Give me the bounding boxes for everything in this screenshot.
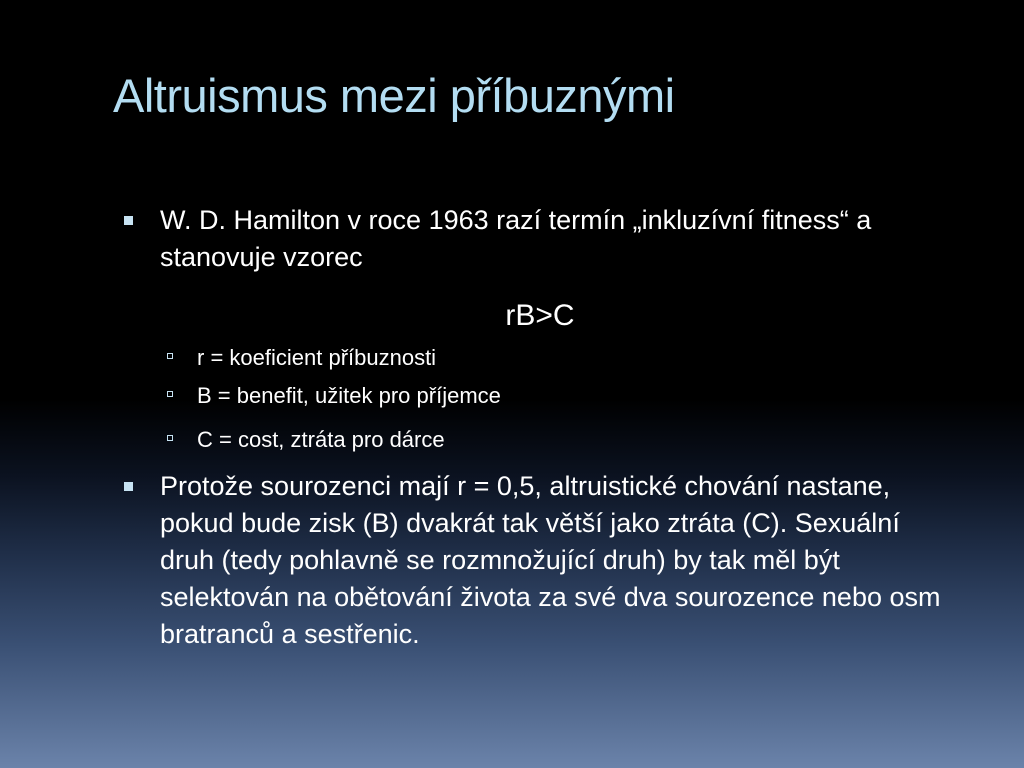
subbullet-list	[120, 344, 960, 454]
formula: rB>C	[505, 299, 575, 332]
hollow-square-bullet-icon	[167, 353, 173, 359]
hollow-square-bullet-icon	[167, 391, 173, 397]
subbullet-3	[120, 426, 960, 454]
slide-content	[120, 202, 960, 653]
subbullet-2-text: B = benefit, užitek pro příjemce	[197, 383, 501, 408]
bullet-2	[120, 468, 960, 653]
slide-title: Altruismus mezi příbuznými	[113, 69, 675, 122]
subbullet-2	[120, 382, 960, 410]
hollow-square-bullet-icon	[167, 435, 173, 441]
square-bullet-icon	[124, 216, 133, 225]
subbullet-1-text: r = koeficient příbuznosti	[197, 345, 437, 370]
subbullet-1	[120, 344, 960, 372]
square-bullet-icon	[124, 482, 133, 491]
bullet-1	[120, 202, 960, 276]
subbullet-3-text: C = cost, ztráta pro dárce	[197, 427, 445, 452]
bullet-2-text: Protože sourozenci mají r = 0,5, altruistické chování nastane, pokud bude zisk (B) dvakrát tak větší jako ztráta (C). Sexuální druh (tedy pohlavně se rozmnožující druh) by tak měl být selektován na obětování života za své dva sourozence nebo osm bratranců a sestřenic.	[160, 471, 941, 649]
bullet-1-text: W. D. Hamilton v roce 1963 razí termín „inkluzívní fitness“ a stanovuje vzorec	[160, 205, 872, 272]
